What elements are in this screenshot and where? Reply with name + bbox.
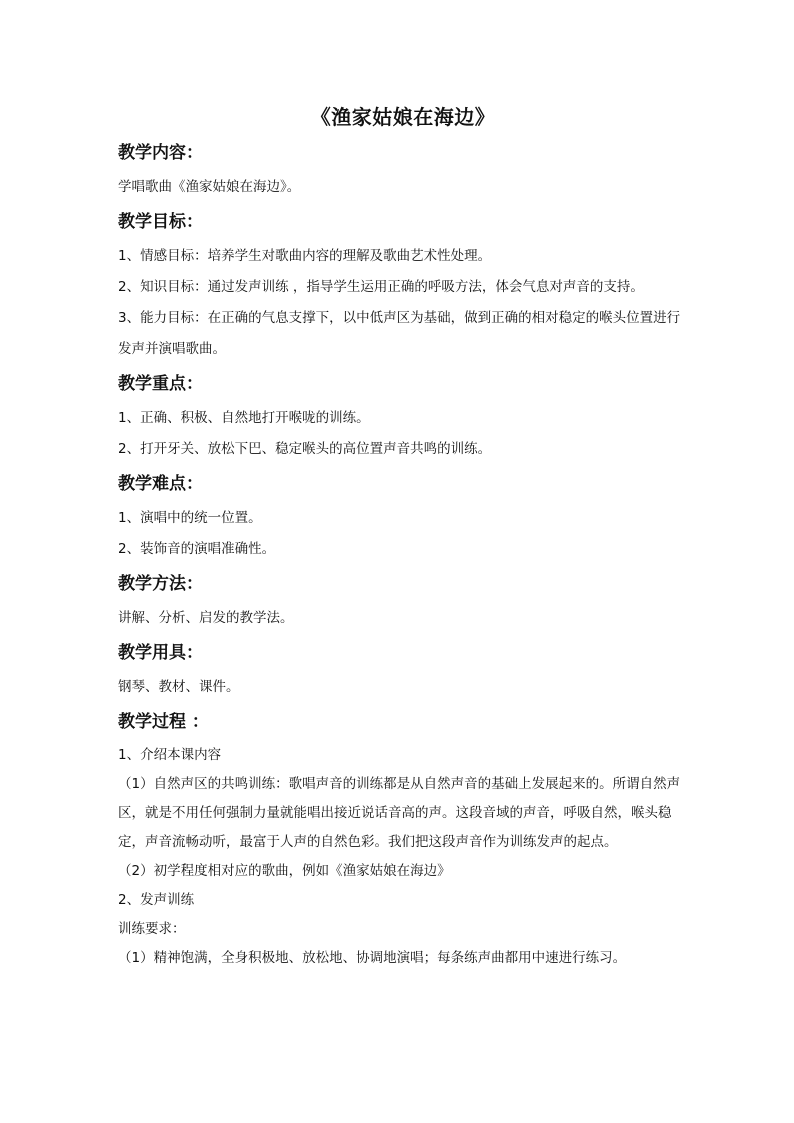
- paragraph: （2）初学程度相对应的歌曲，例如《渔家姑娘在海边》: [118, 863, 451, 879]
- paragraph: 学唱歌曲《渔家姑娘在海边》。: [118, 179, 301, 195]
- section-content: [118, 134, 688, 203]
- section-heading-key-points: 教学重点：: [118, 374, 203, 394]
- section-process: [118, 703, 688, 973]
- paragraph: 1、情感目标：培养学生对歌曲内容的理解及歌曲艺术性处理。: [118, 248, 492, 264]
- paragraph: 2、知识目标：通过发声训练 ，指导学生运用正确的呼吸方法，体会气息对声音的支持。: [118, 279, 644, 295]
- paragraph: 2、发声训练: [118, 892, 195, 908]
- paragraph: 3、能力目标：在正确的气息支撑下，以中低声区为基础，做到正确的相对稳定的喉头位置进行发声并演唱歌曲。: [118, 310, 681, 357]
- section-heading-tools: 教学用具：: [118, 643, 203, 663]
- section-heading-methods: 教学方法：: [118, 574, 203, 594]
- paragraph: 1、正确、积极、自然地打开喉咙的训练。: [118, 410, 370, 426]
- section-objectives: [118, 203, 688, 365]
- section-key-points: [118, 365, 688, 465]
- section-heading-content: 教学内容：: [118, 143, 203, 163]
- paragraph: 2、装饰音的演唱准确性。: [118, 541, 276, 557]
- paragraph: （1）精神饱满，全身积极地、放松地、协调地演唱；每条练声曲都用中速进行练习。: [118, 950, 627, 966]
- section-difficulties: [118, 465, 688, 565]
- section-tools: [118, 634, 688, 703]
- paragraph: 2、打开牙关、放松下巴、稳定喉头的高位置声音共鸣的训练。: [118, 441, 492, 457]
- paragraph: 训练要求：: [118, 921, 186, 937]
- paragraph: 讲解、分析、启发的教学法。: [118, 610, 294, 626]
- section-methods: [118, 565, 688, 634]
- paragraph: （1）自然声区的共鸣训练：歌唱声音的训练都是从自然声音的基础上发展起来的。所谓自然声区，就是不用任何强制力量就能唱出接近说话音高的声。这段音域的声音，呼吸自然，喉头稳定，声音流畅动听，最富于人声的自然色彩。我们把这段声音作为训练发声的起点。: [118, 776, 681, 850]
- paragraph: 钢琴、教材、课件。: [118, 679, 240, 695]
- paragraph: 1、演唱中的统一位置。: [118, 510, 262, 526]
- section-heading-objectives: 教学目标：: [118, 212, 203, 232]
- section-heading-process: 教学过程 ：: [118, 712, 209, 732]
- document-page: [118, 100, 688, 973]
- document-title: 《渔家姑娘在海边》: [310, 105, 496, 129]
- section-heading-difficulties: 教学难点：: [118, 474, 203, 494]
- paragraph: 1、介绍本课内容: [118, 747, 222, 763]
